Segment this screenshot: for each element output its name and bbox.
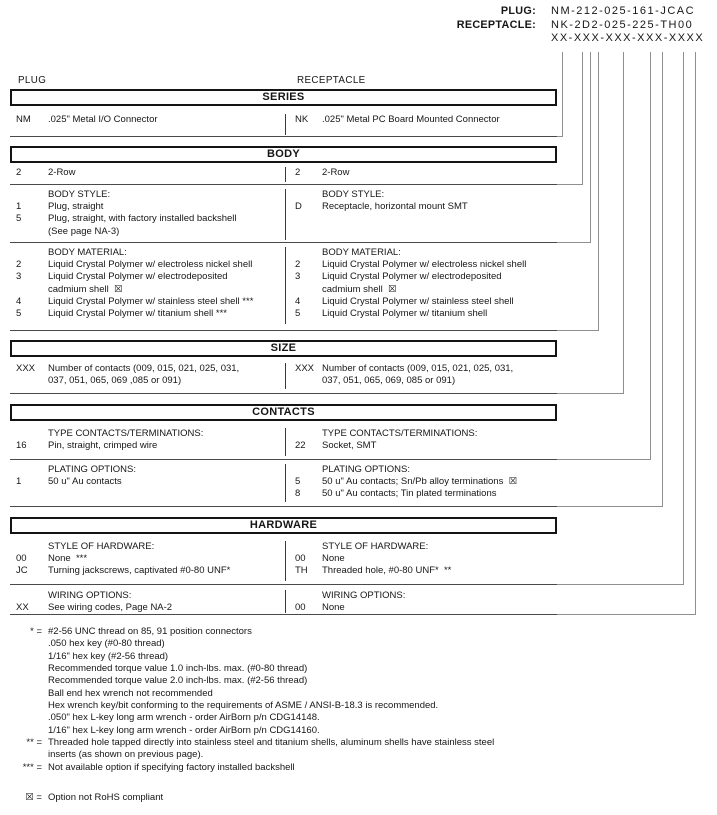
receptacle-part-number-row [340, 19, 708, 33]
group-header: PLATING OPTIONS: [322, 464, 410, 475]
option-code: 2 [295, 259, 301, 271]
option-desc: Pin, straight, crimped wire [48, 440, 158, 452]
option-code: 2 [16, 259, 22, 271]
footnote-text: Hex wrench key/bit conforming to the requirements of ASME / ANSI-B-18.3 is recommended. [48, 700, 439, 712]
section-title-contacts: CONTACTS [10, 404, 557, 421]
option-desc: 2-Row [48, 167, 76, 178]
option-desc: Socket, SMT [322, 440, 377, 452]
option-desc-cont: cadmium shell ☒ [322, 283, 397, 295]
option-desc: Threaded hole, #0-80 UNF* ** [322, 565, 452, 577]
size-right-column [286, 363, 557, 389]
rule-body-style [10, 242, 557, 243]
body-material-right-column [286, 247, 557, 324]
option-desc: Number of contacts (009, 015, 021, 025, 031, [322, 363, 514, 374]
footnote-text: inserts (as shown on previous page). [48, 749, 204, 761]
leader-bend-body-material [557, 330, 599, 331]
option-desc: Number of contacts (009, 015, 021, 025, 031, [48, 363, 240, 374]
body-style-right-column [286, 189, 557, 240]
body-style-block [10, 187, 557, 240]
footnote-text: Recommended torque value 1.0 inch-lbs. max. (#0-80 thread) [48, 663, 308, 675]
rule-hardware-style [10, 584, 557, 585]
footnote-text: Ball end hex wrench not recommended [48, 687, 213, 699]
body-style-left-column [10, 189, 286, 240]
plug-part-number: NM-212-025-161-JCAC [551, 5, 696, 17]
group-header: WIRING OPTIONS: [48, 590, 132, 601]
leader-line-body-material [598, 52, 599, 331]
section-title-body: BODY [10, 146, 557, 163]
hardware-wiring-block [10, 588, 557, 613]
option-desc-cont: 037, 051, 065, 069 ,085 or 091) [48, 375, 182, 387]
footnote-text: Recommended torque value 2.0 inch-lbs. max. (#2-56 thread) [48, 675, 308, 687]
section-title-series: SERIES [10, 89, 557, 106]
option-code [295, 464, 320, 476]
option-code [295, 189, 320, 201]
contacts-plating-block [10, 462, 557, 502]
rule-size-bottom [10, 393, 557, 394]
option-desc: None *** [48, 553, 88, 565]
footnote-marker [6, 651, 42, 663]
option-code: 3 [16, 271, 22, 283]
leader-bend-size [557, 393, 624, 394]
plug-label: PLUG: [500, 5, 536, 17]
body-row-right-column [286, 167, 557, 182]
group-header: BODY STYLE: [322, 189, 385, 200]
option-code: 5 [295, 476, 301, 488]
part-number-mask: XX-XXX-XXX-XXX-XXXX [551, 32, 705, 45]
option-desc: Liquid Crystal Polymer w/ electrodeposited [48, 271, 228, 283]
hardware-wiring-left-column [10, 590, 286, 613]
part-number-block [340, 5, 708, 46]
rule-body-bottom [10, 330, 557, 331]
size-block [10, 361, 557, 389]
option-desc: Liquid Crystal Polymer w/ stainless steel shell *** [48, 295, 254, 307]
group-header: TYPE CONTACTS/TERMINATIONS: [48, 428, 204, 439]
option-desc-cont: (See page NA-3) [48, 225, 120, 237]
group-header: STYLE OF HARDWARE: [48, 541, 155, 552]
option-code: XX [16, 602, 29, 614]
rohs-note-text: Option not RoHS compliant [48, 792, 164, 803]
hardware-style-block [10, 539, 557, 581]
section-title-size: SIZE [10, 340, 557, 357]
option-code: 5 [16, 213, 22, 225]
option-code [16, 590, 46, 602]
leader-line-hardware-wiring [695, 52, 696, 615]
leader-line-hardware-style [683, 52, 684, 585]
footnote-text: Not available option if specifying factory installed backshell [48, 761, 295, 773]
option-code: 00 [295, 553, 306, 565]
footnote-marker [6, 663, 42, 675]
option-desc: Receptacle, horizontal mount SMT [322, 201, 468, 213]
option-code [295, 590, 320, 602]
size-left-column [10, 363, 286, 389]
option-code: 3 [295, 271, 301, 283]
option-desc: Plug, straight, with factory installed backshell [48, 213, 237, 225]
group-header: BODY STYLE: [48, 189, 111, 200]
option-code [16, 428, 46, 440]
body-row-block [10, 165, 557, 182]
footnote-marker: *** = [22, 761, 42, 773]
leader-bend-body-style [557, 242, 591, 243]
footnote-text: #2-56 UNC thread on 85, 91 position connectors [48, 626, 252, 637]
rule-contacts-bottom [10, 506, 557, 507]
group-header: STYLE OF HARDWARE: [322, 541, 429, 552]
option-desc: Liquid Crystal Polymer w/ titanium shell *** [48, 308, 227, 320]
option-desc: 50 u" Au contacts; Sn/Pb alloy terminations ☒ [322, 476, 518, 488]
column-header-receptacle: RECEPTACLE [297, 75, 366, 86]
footnote-marker [6, 712, 42, 724]
option-code: NM [16, 114, 31, 125]
group-header: TYPE CONTACTS/TERMINATIONS: [322, 428, 478, 439]
option-code: 4 [295, 295, 301, 307]
option-code [295, 247, 320, 259]
leader-line-series [562, 52, 563, 137]
option-row [286, 114, 557, 126]
leader-line-body-style [590, 52, 591, 243]
leader-bend-contacts-plating [557, 506, 663, 507]
leader-line-contacts-plating [662, 52, 663, 507]
part-number-mask-row [340, 32, 708, 46]
option-desc-cont: cadmium shell ☒ [48, 283, 123, 295]
option-code: XXX [16, 363, 36, 374]
rohs-note [6, 792, 163, 804]
option-code: 16 [16, 440, 27, 452]
group-header: PLATING OPTIONS: [48, 464, 136, 475]
option-desc: 2-Row [322, 167, 350, 178]
leader-bend-body-row [557, 184, 583, 185]
rule-series-bottom [10, 136, 557, 137]
contacts-plating-left-column [10, 464, 286, 502]
option-desc: Liquid Crystal Polymer w/ stainless steel shell [322, 295, 514, 307]
footnotes [6, 626, 494, 774]
leader-bend-hardware-wiring [557, 614, 696, 615]
footnote-marker [6, 675, 42, 687]
option-code: 22 [295, 440, 306, 452]
receptacle-part-number: NK-2D2-025-225-TH00 [551, 18, 694, 31]
option-code [295, 428, 320, 440]
receptacle-label: RECEPTACLE: [456, 18, 536, 31]
ballot-x-icon: ☒ = [25, 792, 42, 803]
option-desc: Plug, straight [48, 201, 104, 213]
footnote-text: 1/16" hex key (#2-56 thread) [48, 650, 169, 662]
group-header: BODY MATERIAL: [322, 247, 401, 258]
body-row-left-column [10, 167, 286, 182]
option-code [295, 541, 320, 553]
leader-line-body-row [582, 52, 583, 185]
footnote-marker: * = [30, 626, 42, 637]
option-code: 1 [16, 476, 22, 488]
footnote-marker [6, 700, 42, 712]
option-desc: .025" Metal I/O Connector [48, 114, 158, 125]
body-material-left-column [10, 247, 286, 324]
option-code: 00 [16, 553, 27, 565]
series-left-column [10, 114, 286, 135]
hardware-style-right-column [286, 541, 557, 581]
footnote-text: .050 hex key (#0-80 thread) [48, 638, 165, 650]
leader-line-size [623, 52, 624, 394]
option-desc: 50 u" Au contacts; Tin plated terminations [322, 488, 497, 500]
hardware-style-left-column [10, 541, 286, 581]
option-code [16, 464, 46, 476]
leader-line-contacts-type [650, 52, 651, 460]
column-header-plug: PLUG [18, 75, 47, 86]
footnote-marker [6, 638, 42, 650]
option-code: 2 [295, 167, 301, 178]
contacts-type-block [10, 426, 557, 456]
option-desc: Turning jackscrews, captivated #0-80 UNF* [48, 565, 231, 577]
contacts-type-left-column [10, 428, 286, 456]
option-desc: None [322, 553, 345, 565]
body-material-block [10, 245, 557, 324]
option-row [10, 114, 285, 126]
series-right-column [286, 114, 557, 135]
footnote-marker: ** = [26, 737, 42, 749]
footnote-marker [6, 725, 42, 737]
plug-part-number-row [340, 5, 708, 19]
footnote-text: Threaded hole tapped directly into stainless steel and titanium shells, aluminum shells have stainless steel [48, 737, 495, 749]
option-code [16, 189, 46, 201]
option-code: 5 [16, 308, 22, 320]
footnote-text: 1/16" hex L-key long arm wrench - order AirBorn p/n CDG14160. [48, 724, 320, 736]
option-code: NK [295, 114, 309, 125]
option-code: JC [16, 565, 28, 577]
rule-body-row [10, 184, 557, 185]
option-desc: .025" Metal PC Board Mounted Connector [322, 114, 500, 125]
group-header: WIRING OPTIONS: [322, 590, 406, 601]
option-desc: Liquid Crystal Polymer w/ electrodeposited [322, 271, 502, 283]
option-desc: Liquid Crystal Polymer w/ electroless nickel shell [48, 259, 253, 271]
hardware-wiring-right-column [286, 590, 557, 613]
section-title-hardware: HARDWARE [10, 517, 557, 534]
option-desc-cont: 037, 051, 065, 069, 085 or 091) [322, 375, 456, 387]
option-code [16, 247, 46, 259]
group-header: BODY MATERIAL: [48, 247, 127, 258]
contacts-type-right-column [286, 428, 557, 456]
option-desc: See wiring codes, Page NA-2 [48, 602, 173, 614]
series-block [10, 112, 557, 135]
option-code: 00 [295, 602, 306, 614]
leader-bend-series [557, 136, 563, 137]
option-desc: Liquid Crystal Polymer w/ electroless nickel shell [322, 259, 527, 271]
option-code: 1 [16, 201, 22, 213]
option-code: 2 [16, 167, 22, 178]
contacts-plating-right-column [286, 464, 557, 502]
option-desc: Liquid Crystal Polymer w/ titanium shell [322, 308, 488, 320]
option-code: TH [295, 565, 308, 577]
option-desc: 50 u" Au contacts [48, 476, 122, 488]
option-code: 8 [295, 488, 301, 500]
option-code: D [295, 201, 302, 213]
footnote-text: .050" hex L-key long arm wrench - order AirBorn p/n CDG14148. [48, 712, 320, 724]
option-code: 5 [295, 308, 301, 320]
leader-bend-contacts-type [557, 459, 651, 460]
leader-bend-hardware-style [557, 584, 684, 585]
rule-contacts-type [10, 459, 557, 460]
option-code: 4 [16, 295, 22, 307]
footnote-marker [6, 688, 42, 700]
option-code [16, 541, 46, 553]
option-code: XXX [295, 363, 315, 374]
option-desc: None [322, 602, 345, 614]
footnote-marker [6, 749, 42, 761]
